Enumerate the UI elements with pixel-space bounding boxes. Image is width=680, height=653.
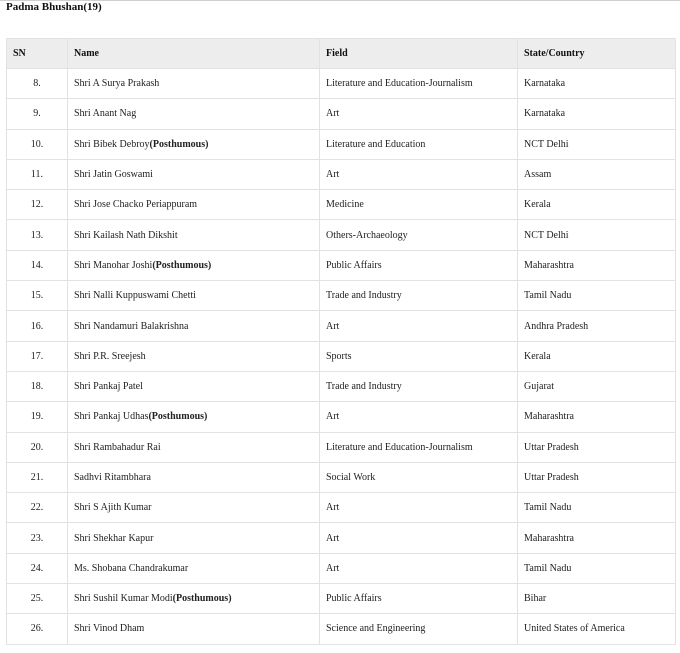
table-row [7, 99, 676, 129]
cell-field: Sports [320, 341, 518, 371]
cell-state: Kerala [518, 341, 676, 371]
cell-state: Assam [518, 159, 676, 189]
posthumous-label: (Posthumous) [152, 259, 212, 271]
awardee-name: Shri Pankaj Udhas [74, 411, 149, 423]
cell-name [68, 432, 320, 462]
cell-name [68, 614, 320, 644]
header-row [7, 39, 676, 69]
cell-name [68, 402, 320, 432]
awardee-name: Ms. Shobana Chandrakumar [74, 562, 189, 574]
top-divider [0, 0, 680, 1]
column-header-field: Field [320, 39, 518, 69]
cell-state: Tamil Nadu [518, 281, 676, 311]
posthumous-label: (Posthumous) [172, 593, 232, 605]
awardee-name: Shri Shekhar Kapur [74, 532, 154, 544]
awardee-name: Shri Manohar Joshi [74, 259, 153, 271]
posthumous-label: (Posthumous) [148, 411, 208, 423]
cell-sn: 13. [7, 220, 68, 250]
cell-sn: 10. [7, 129, 68, 159]
cell-sn: 17. [7, 341, 68, 371]
cell-field: Art [320, 159, 518, 189]
cell-sn: 24. [7, 553, 68, 583]
cell-sn: 15. [7, 281, 68, 311]
awardee-name: Shri Sushil Kumar Modi [74, 593, 173, 605]
awardee-name: Shri Anant Nag [74, 108, 137, 120]
cell-name [68, 250, 320, 280]
table-row [7, 220, 676, 250]
table-row [7, 250, 676, 280]
awardee-name: Shri S Ajith Kumar [74, 502, 152, 514]
cell-field: Art [320, 311, 518, 341]
cell-state: Tamil Nadu [518, 553, 676, 583]
cell-state: Maharashtra [518, 523, 676, 553]
table-row [7, 493, 676, 523]
cell-name [68, 99, 320, 129]
cell-state: Karnataka [518, 69, 676, 99]
cell-field: Art [320, 553, 518, 583]
cell-field: Art [320, 402, 518, 432]
cell-state: NCT Delhi [518, 220, 676, 250]
table-row [7, 341, 676, 371]
cell-sn: 20. [7, 432, 68, 462]
cell-sn: 21. [7, 462, 68, 492]
table-row [7, 462, 676, 492]
cell-name [68, 584, 320, 614]
cell-name [68, 69, 320, 99]
awardee-name: Shri Nalli Kuppuswami Chetti [74, 290, 196, 302]
column-header-sn: SN [7, 39, 68, 69]
cell-name [68, 523, 320, 553]
section-heading: Padma Bhushan(19) [6, 1, 102, 13]
cell-field: Literature and Education [320, 129, 518, 159]
cell-field: Art [320, 493, 518, 523]
cell-field: Public Affairs [320, 250, 518, 280]
cell-state: Uttar Pradesh [518, 432, 676, 462]
cell-state: Tamil Nadu [518, 493, 676, 523]
awardee-name: Shri Pankaj Patel [74, 381, 143, 393]
awardee-name: Shri P.R. Sreejesh [74, 350, 146, 362]
table-row [7, 523, 676, 553]
cell-field: Medicine [320, 190, 518, 220]
cell-sn: 26. [7, 614, 68, 644]
cell-state: Gujarat [518, 371, 676, 401]
table-row [7, 402, 676, 432]
cell-field: Literature and Education-Journalism [320, 69, 518, 99]
cell-field: Trade and Industry [320, 371, 518, 401]
cell-sn: 8. [7, 69, 68, 99]
cell-state: Kerala [518, 190, 676, 220]
cell-name [68, 341, 320, 371]
cell-state: Maharashtra [518, 250, 676, 280]
cell-field: Literature and Education-Journalism [320, 432, 518, 462]
table-row [7, 159, 676, 189]
cell-field: Public Affairs [320, 584, 518, 614]
cell-field: Art [320, 523, 518, 553]
cell-sn: 14. [7, 250, 68, 280]
column-header-state: State/Country [518, 39, 676, 69]
cell-state: Andhra Pradesh [518, 311, 676, 341]
table-row [7, 129, 676, 159]
table-row [7, 584, 676, 614]
cell-state: Karnataka [518, 99, 676, 129]
cell-sn: 12. [7, 190, 68, 220]
cell-state: United States of America [518, 614, 676, 644]
awardee-name: Shri Jatin Goswami [74, 169, 153, 181]
cell-field: Social Work [320, 462, 518, 492]
cell-sn: 23. [7, 523, 68, 553]
cell-state: Bihar [518, 584, 676, 614]
awardees-table [6, 38, 676, 645]
table-row [7, 281, 676, 311]
cell-sn: 16. [7, 311, 68, 341]
cell-field: Science and Engineering [320, 614, 518, 644]
posthumous-label: (Posthumous) [149, 138, 209, 150]
cell-name [68, 311, 320, 341]
table-row [7, 190, 676, 220]
cell-name [68, 281, 320, 311]
cell-sn: 11. [7, 159, 68, 189]
table-body [7, 69, 676, 645]
cell-sn: 18. [7, 371, 68, 401]
cell-name [68, 220, 320, 250]
awardee-name: Shri Kailash Nath Dikshit [74, 229, 178, 241]
cell-sn: 25. [7, 584, 68, 614]
awardee-name: Sadhvi Ritambhara [74, 472, 151, 483]
cell-name [68, 159, 320, 189]
table-row [7, 311, 676, 341]
awardee-name: Shri Nandamuri Balakrishna [74, 320, 189, 332]
table-row [7, 553, 676, 583]
cell-field: Art [320, 99, 518, 129]
cell-state: Maharashtra [518, 402, 676, 432]
awardee-name: Shri Jose Chacko Periappuram [74, 199, 198, 211]
cell-name [68, 371, 320, 401]
cell-field: Others-Archaeology [320, 220, 518, 250]
column-header-name: Name [68, 39, 320, 69]
awardee-name: Shri A Surya Prakash [74, 78, 160, 90]
table-row [7, 432, 676, 462]
awardee-name: Shri Bibek Debroy [74, 138, 150, 150]
table-header [7, 39, 676, 69]
table-row [7, 69, 676, 99]
cell-sn: 19. [7, 402, 68, 432]
table-row [7, 614, 676, 644]
table-row [7, 371, 676, 401]
cell-name [68, 129, 320, 159]
awardee-name: Shri Vinod Dham [74, 623, 145, 635]
cell-name [68, 462, 320, 492]
cell-name [68, 553, 320, 583]
cell-sn: 22. [7, 493, 68, 523]
cell-state: NCT Delhi [518, 129, 676, 159]
cell-name [68, 190, 320, 220]
cell-field: Trade and Industry [320, 281, 518, 311]
cell-name [68, 493, 320, 523]
awardee-name: Shri Rambahadur Rai [74, 441, 161, 453]
cell-state: Uttar Pradesh [518, 462, 676, 492]
cell-sn: 9. [7, 99, 68, 129]
